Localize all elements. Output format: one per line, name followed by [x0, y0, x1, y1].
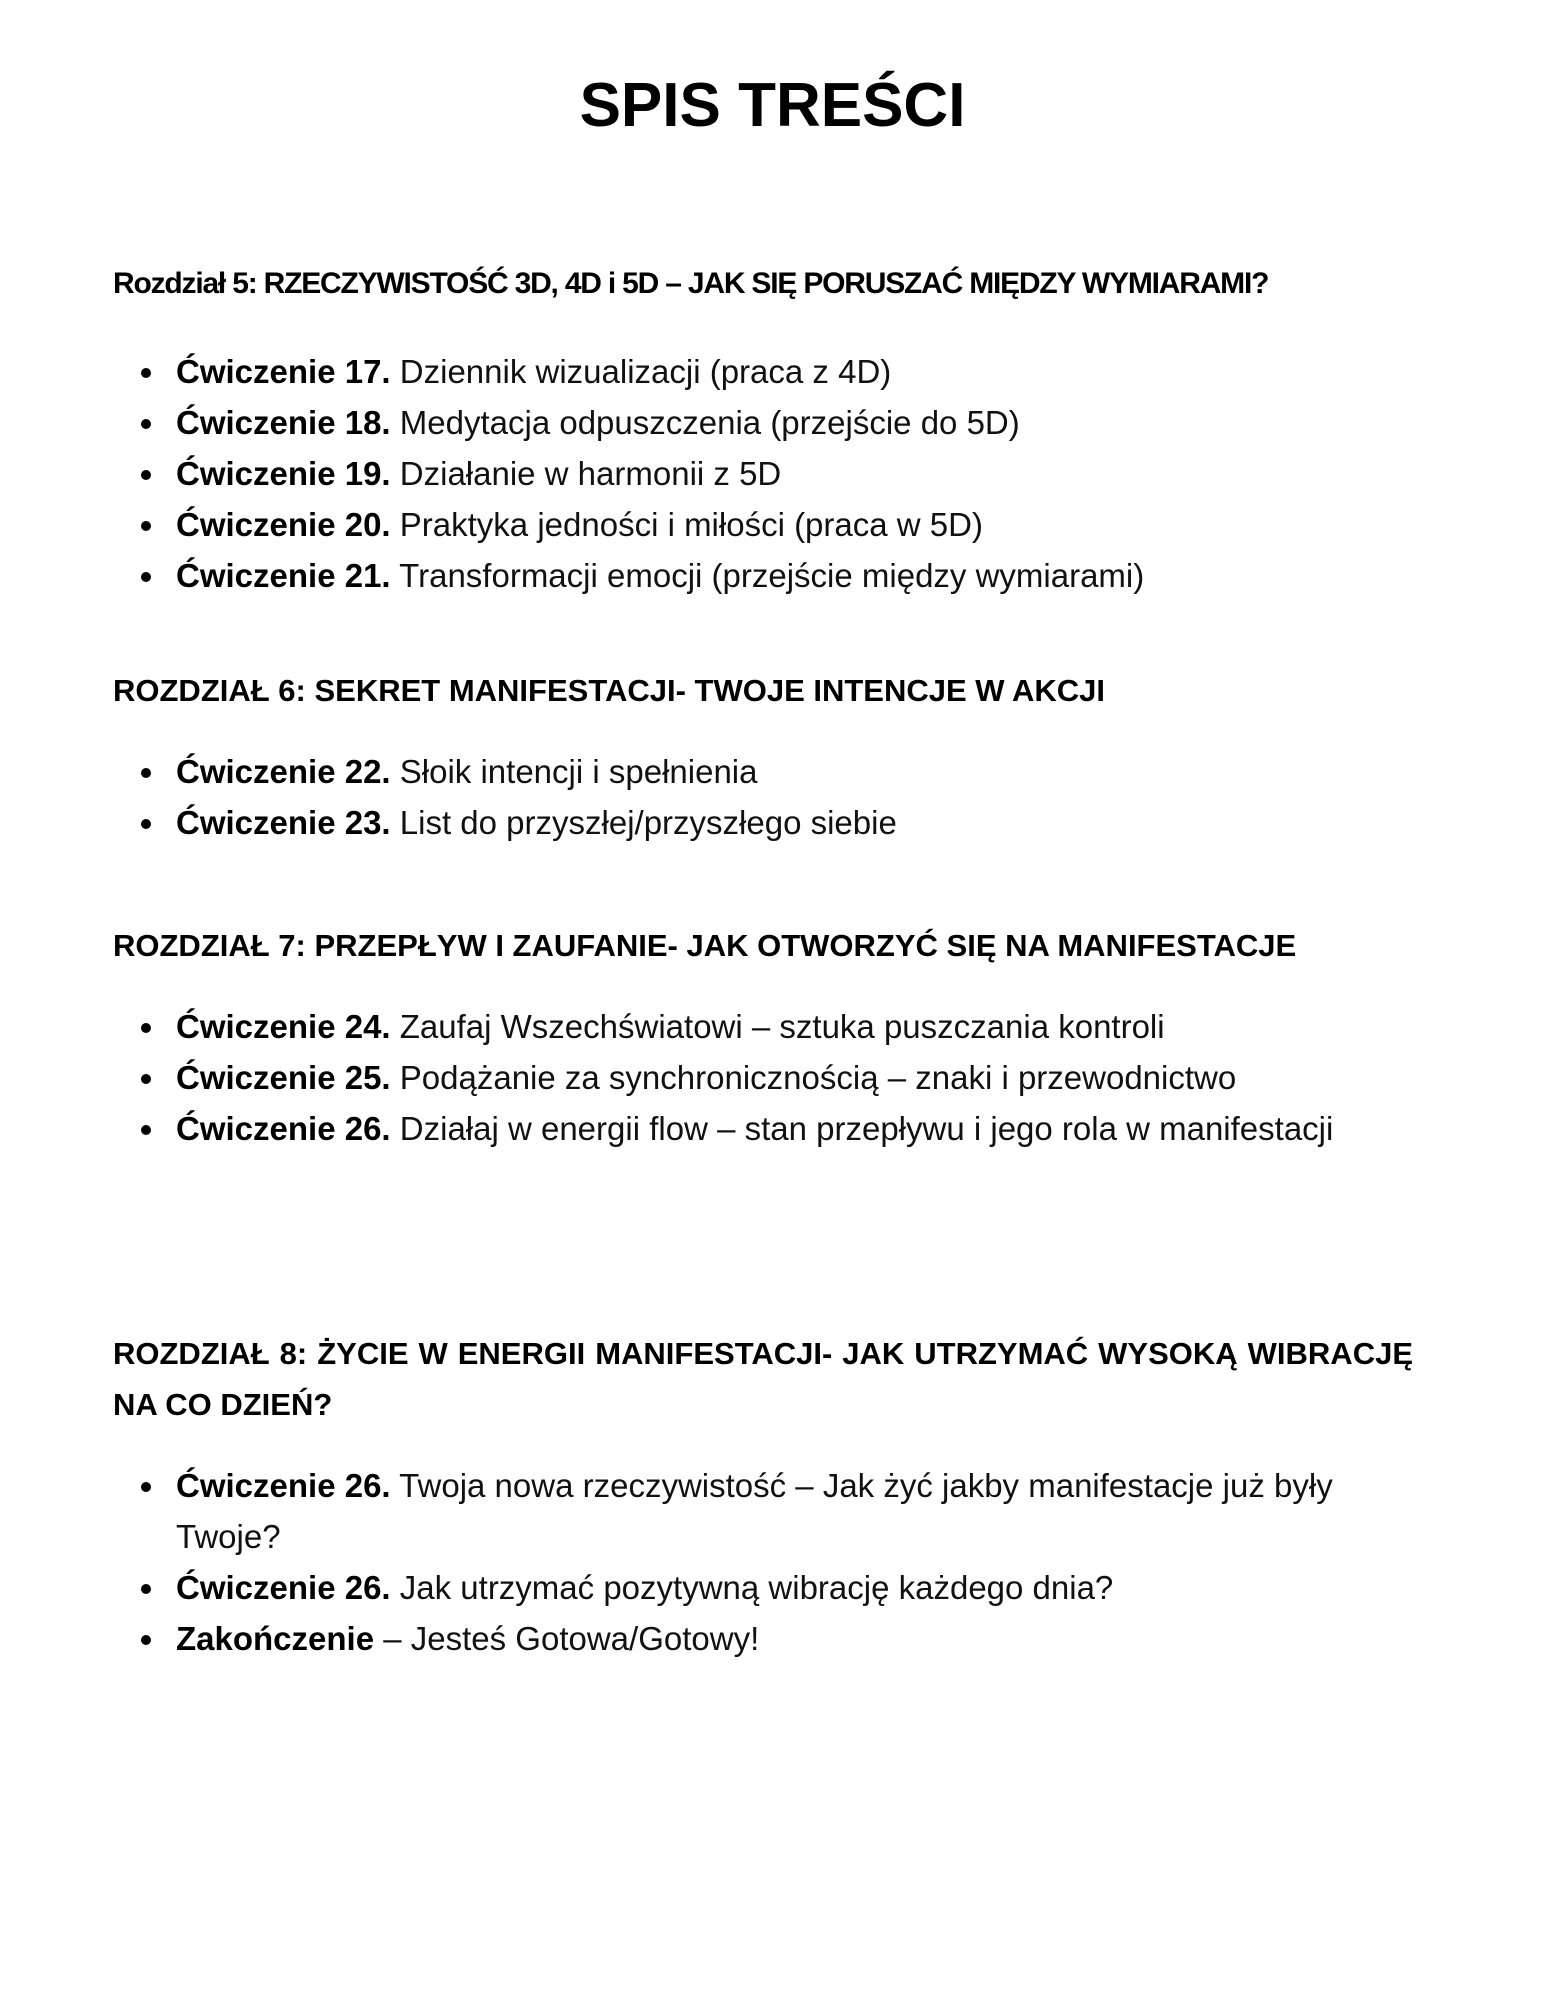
chapter-heading: ROZDZIAŁ 6: SEKRET MANIFESTACJI- TWOJE INTENCJE W AKCJI — [113, 673, 1106, 708]
item-label: Ćwiczenie 18. — [176, 404, 391, 441]
list-item — [113, 1460, 1413, 1562]
item-text: Transformacji emocji (przejście między wymiarami) — [390, 557, 1145, 594]
exercise-list — [113, 746, 1413, 848]
item-text: – Jesteś Gotowa/Gotowy! — [374, 1620, 760, 1657]
item-text: Twoja nowa rzeczywistość – Jak żyć jakby manifestacje już były Twoje? — [176, 1467, 1333, 1555]
list-item — [113, 1052, 1413, 1103]
item-label: Ćwiczenie 17. — [176, 353, 391, 390]
list-item — [113, 797, 1413, 848]
item-text: Medytacja odpuszczenia (przejście do 5D) — [390, 404, 1020, 441]
item-text: Praktyka jedności i miłości (praca w 5D) — [390, 506, 983, 543]
chapter-6-section — [113, 665, 1413, 848]
item-text: Działaj w energii flow – stan przepływu i jego rola w manifestacji — [390, 1110, 1334, 1147]
bullet-icon — [141, 1023, 151, 1033]
item-text: Działanie w harmonii z 5D — [390, 455, 782, 492]
chapter-heading: ROZDZIAŁ 7: PRZEPŁYW I ZAUFANIE- JAK OTWORZYĆ SIĘ NA MANIFESTACJE — [113, 928, 1297, 963]
item-label: Ćwiczenie 20. — [176, 506, 391, 543]
item-label: Ćwiczenie 22. — [176, 753, 391, 790]
item-text: Podążanie za synchronicznością – znaki i przewodnictwo — [390, 1059, 1237, 1096]
list-item — [113, 550, 1413, 601]
bullet-icon — [141, 1074, 151, 1084]
exercise-list — [113, 1460, 1413, 1664]
item-label: Ćwiczenie 19. — [176, 455, 391, 492]
list-item — [113, 1613, 1413, 1664]
list-item — [113, 746, 1413, 797]
item-text: Jak utrzymać pozytywną wibrację każdego dnia? — [390, 1569, 1114, 1606]
page-title: SPIS TREŚCI — [579, 71, 966, 140]
exercise-list — [113, 1001, 1413, 1154]
item-label: Ćwiczenie 26. — [176, 1467, 391, 1504]
item-label: Zakończenie — [176, 1620, 375, 1657]
item-label: Ćwiczenie 23. — [176, 804, 391, 841]
item-label: Ćwiczenie 26. — [176, 1110, 391, 1147]
chapter-8-section — [113, 1328, 1413, 1664]
list-item — [113, 1562, 1413, 1613]
bullet-icon — [141, 768, 151, 778]
chapter-5-section — [113, 258, 1413, 601]
exercise-list — [113, 346, 1413, 601]
item-label: Ćwiczenie 21. — [176, 557, 391, 594]
list-item — [113, 1103, 1413, 1154]
list-item — [113, 346, 1413, 397]
item-text: List do przyszłej/przyszłego siebie — [390, 804, 897, 841]
bullet-icon — [141, 419, 151, 429]
bullet-icon — [141, 1125, 151, 1135]
list-item — [113, 448, 1413, 499]
item-text: Dziennik wizualizacji (praca z 4D) — [390, 353, 892, 390]
item-label: Ćwiczenie 26. — [176, 1569, 391, 1606]
bullet-icon — [141, 521, 151, 531]
bullet-icon — [141, 1584, 151, 1594]
bullet-icon — [141, 368, 151, 378]
bullet-icon — [141, 819, 151, 829]
list-item — [113, 499, 1413, 550]
item-label: Ćwiczenie 25. — [176, 1059, 391, 1096]
chapter-heading: Rozdział 5: RZECZYWISTOŚĆ 3D, 4D i 5D – JAK SIĘ PORUSZAĆ MIĘDZY WYMIARAMI? — [113, 267, 1269, 300]
list-item — [113, 397, 1413, 448]
chapter-heading: ROZDZIAŁ 8: ŻYCIE W ENERGII MANIFESTACJI- JAK UTRZYMAĆ WYSOKĄ WIBRACJĘ NA CO DZIEŃ? — [113, 1336, 1413, 1422]
bullet-icon — [141, 572, 151, 582]
list-item — [113, 1001, 1413, 1052]
bullet-icon — [141, 1635, 151, 1645]
bullet-icon — [141, 1482, 151, 1492]
item-label: Ćwiczenie 24. — [176, 1008, 391, 1045]
bullet-icon — [141, 470, 151, 480]
item-text: Zaufaj Wszechświatowi – sztuka puszczania kontroli — [390, 1008, 1165, 1045]
chapter-7-section — [113, 920, 1413, 1154]
item-text: Słoik intencji i spełnienia — [390, 753, 758, 790]
